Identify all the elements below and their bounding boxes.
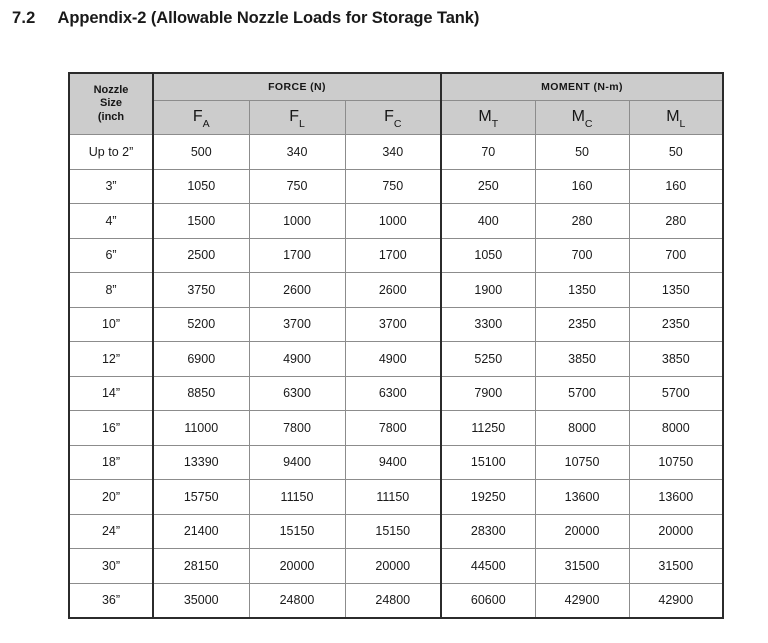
cell-ml: 13600 (629, 480, 723, 515)
cell-fa: 35000 (153, 583, 249, 618)
table-row (69, 583, 723, 618)
cell-mc: 2350 (535, 307, 629, 342)
cell-ml: 160 (629, 169, 723, 204)
subscript-c: C (393, 117, 402, 130)
subscript-l2: L (679, 117, 686, 130)
cell-mc: 13600 (535, 480, 629, 515)
subscript-l: L (298, 117, 305, 130)
cell-ml: 31500 (629, 549, 723, 584)
column-header-fl (249, 101, 345, 135)
subscript-t: T (491, 117, 499, 130)
subscript-a: A (202, 117, 210, 130)
cell-ml: 2350 (629, 307, 723, 342)
cell-mt: 15100 (441, 445, 535, 480)
column-header-nozzle-size (69, 73, 153, 135)
cell-mt: 1900 (441, 273, 535, 308)
cell-fl: 7800 (249, 411, 345, 446)
cell-mt: 400 (441, 204, 535, 239)
cell-mc: 42900 (535, 583, 629, 618)
nozzle-size-line-3: (inch (97, 110, 125, 123)
cell-ml: 42900 (629, 583, 723, 618)
symbol-f-l: F (289, 107, 299, 125)
cell-mc: 10750 (535, 445, 629, 480)
nozzle-size-line-2: Size (99, 97, 122, 110)
cell-mc: 1350 (535, 273, 629, 308)
cell-ml: 8000 (629, 411, 723, 446)
table-header-sub-row (69, 101, 723, 135)
row-header-nozzle-size: 12” (69, 342, 153, 377)
row-header-nozzle-size: 4” (69, 204, 153, 239)
column-header-ml (629, 101, 723, 135)
cell-ml: 50 (629, 135, 723, 170)
symbol-m-c: M (571, 107, 585, 125)
cell-fa: 8850 (153, 376, 249, 411)
cell-mc: 700 (535, 238, 629, 273)
cell-fa: 1050 (153, 169, 249, 204)
nozzle-size-line-1: Nozzle (93, 83, 129, 96)
cell-fc: 11150 (345, 480, 441, 515)
cell-ml: 5700 (629, 376, 723, 411)
nozzle-loads-table-container (68, 72, 722, 619)
cell-fl: 1000 (249, 204, 345, 239)
row-header-nozzle-size: 3” (69, 169, 153, 204)
table-row (69, 238, 723, 273)
cell-mt: 7900 (441, 376, 535, 411)
cell-ml: 3850 (629, 342, 723, 377)
cell-mt: 28300 (441, 514, 535, 549)
cell-fc: 6300 (345, 376, 441, 411)
cell-fl: 1700 (249, 238, 345, 273)
cell-fc: 1000 (345, 204, 441, 239)
cell-ml: 20000 (629, 514, 723, 549)
symbol-m-t: M (478, 107, 492, 125)
cell-ml: 10750 (629, 445, 723, 480)
table-row (69, 445, 723, 480)
subscript-c2: C (584, 117, 593, 130)
section-heading (12, 9, 479, 28)
cell-fa: 28150 (153, 549, 249, 584)
cell-fc: 750 (345, 169, 441, 204)
page-title: Appendix-2 (Allowable Nozzle Loads for Storage Tank) (57, 9, 480, 27)
column-group-header-force: FORCE (N) (153, 73, 441, 101)
table-row (69, 411, 723, 446)
cell-mt: 11250 (441, 411, 535, 446)
cell-fa: 6900 (153, 342, 249, 377)
row-header-nozzle-size: 10” (69, 307, 153, 342)
row-header-nozzle-size: 14” (69, 376, 153, 411)
cell-mc: 3850 (535, 342, 629, 377)
row-header-nozzle-size: 16” (69, 411, 153, 446)
cell-fa: 15750 (153, 480, 249, 515)
cell-fl: 6300 (249, 376, 345, 411)
cell-ml: 280 (629, 204, 723, 239)
table-row (69, 204, 723, 239)
cell-fl: 750 (249, 169, 345, 204)
symbol-f-c: F (384, 107, 394, 125)
cell-mt: 250 (441, 169, 535, 204)
row-header-nozzle-size: 6” (69, 238, 153, 273)
cell-fl: 20000 (249, 549, 345, 584)
cell-fl: 4900 (249, 342, 345, 377)
section-number: 7.2 (12, 9, 36, 27)
table-row (69, 307, 723, 342)
cell-fc: 1700 (345, 238, 441, 273)
table-row (69, 376, 723, 411)
row-header-nozzle-size: 18” (69, 445, 153, 480)
cell-ml: 1350 (629, 273, 723, 308)
cell-fa: 21400 (153, 514, 249, 549)
cell-mc: 5700 (535, 376, 629, 411)
cell-fa: 2500 (153, 238, 249, 273)
cell-fa: 3750 (153, 273, 249, 308)
cell-mt: 19250 (441, 480, 535, 515)
row-header-nozzle-size: 20” (69, 480, 153, 515)
cell-mt: 60600 (441, 583, 535, 618)
column-group-header-moment: MOMENT (N-m) (441, 73, 723, 101)
cell-fc: 2600 (345, 273, 441, 308)
table-row (69, 273, 723, 308)
cell-fc: 7800 (345, 411, 441, 446)
table-row (69, 169, 723, 204)
cell-fl: 15150 (249, 514, 345, 549)
row-header-nozzle-size: 24” (69, 514, 153, 549)
symbol-f-a: F (192, 107, 203, 125)
cell-fl: 9400 (249, 445, 345, 480)
cell-mc: 50 (535, 135, 629, 170)
cell-fl: 340 (249, 135, 345, 170)
row-header-nozzle-size: Up to 2” (69, 135, 153, 170)
cell-fa: 500 (153, 135, 249, 170)
table-row (69, 135, 723, 170)
cell-mc: 280 (535, 204, 629, 239)
cell-mt: 1050 (441, 238, 535, 273)
cell-mt: 44500 (441, 549, 535, 584)
table-row (69, 342, 723, 377)
row-header-nozzle-size: 8” (69, 273, 153, 308)
cell-fl: 11150 (249, 480, 345, 515)
symbol-m-l: M (666, 107, 680, 125)
cell-fa: 13390 (153, 445, 249, 480)
cell-fc: 3700 (345, 307, 441, 342)
cell-ml: 700 (629, 238, 723, 273)
cell-mc: 20000 (535, 514, 629, 549)
cell-mc: 8000 (535, 411, 629, 446)
table-body (69, 135, 723, 619)
cell-fa: 5200 (153, 307, 249, 342)
table-header-group-row (69, 73, 723, 101)
cell-mt: 3300 (441, 307, 535, 342)
row-header-nozzle-size: 36” (69, 583, 153, 618)
table-row (69, 549, 723, 584)
cell-fc: 4900 (345, 342, 441, 377)
cell-fc: 340 (345, 135, 441, 170)
table-row (69, 514, 723, 549)
cell-mt: 5250 (441, 342, 535, 377)
column-header-mc (535, 101, 629, 135)
cell-fa: 11000 (153, 411, 249, 446)
cell-fl: 3700 (249, 307, 345, 342)
cell-fc: 20000 (345, 549, 441, 584)
cell-mc: 160 (535, 169, 629, 204)
cell-mt: 70 (441, 135, 535, 170)
cell-fl: 24800 (249, 583, 345, 618)
nozzle-loads-table (68, 72, 724, 619)
cell-fc: 9400 (345, 445, 441, 480)
cell-fc: 15150 (345, 514, 441, 549)
cell-mc: 31500 (535, 549, 629, 584)
cell-fc: 24800 (345, 583, 441, 618)
cell-fa: 1500 (153, 204, 249, 239)
column-header-mt (441, 101, 535, 135)
table-header (69, 73, 723, 135)
row-header-nozzle-size: 30” (69, 549, 153, 584)
table-row (69, 480, 723, 515)
column-header-fc (345, 101, 441, 135)
column-header-fa (153, 101, 249, 135)
cell-fl: 2600 (249, 273, 345, 308)
